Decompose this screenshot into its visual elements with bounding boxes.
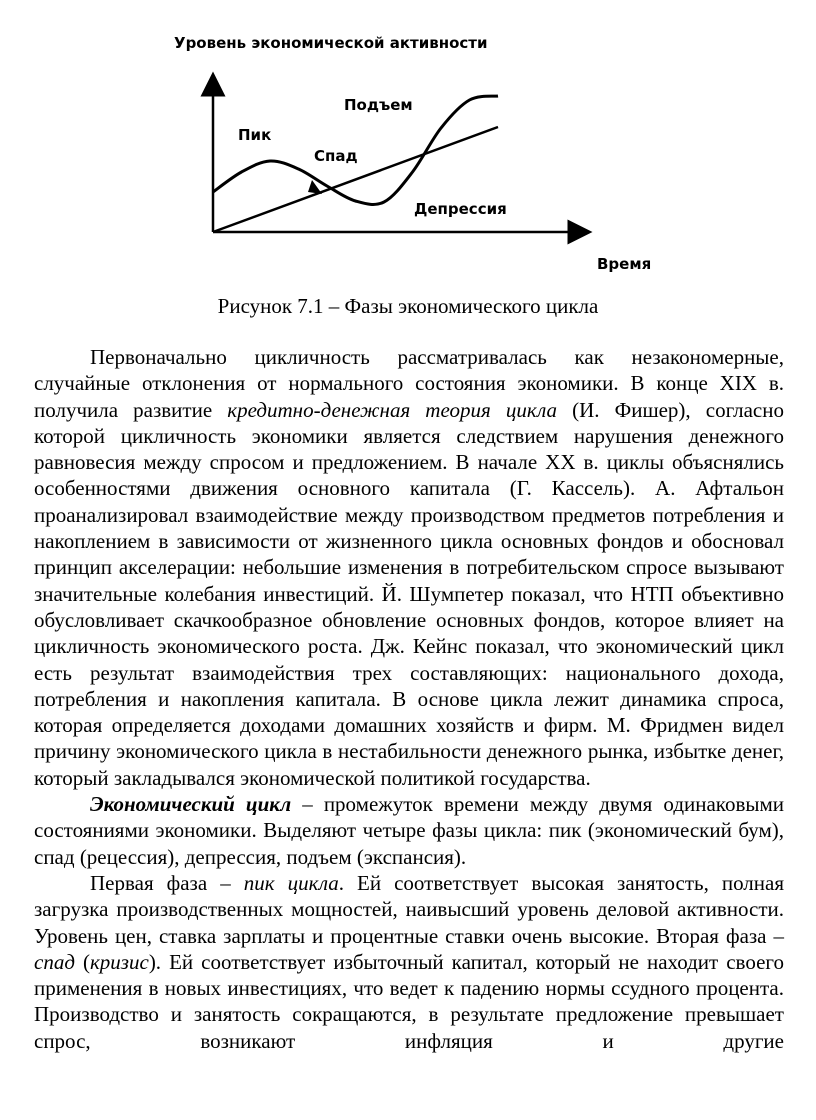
label-podem: Подъем <box>344 96 413 114</box>
paragraph-1: Первоначально цикличность рассматривалась как незакономерные, случайные отклонения от нормального состояния экономики. В конце XIX в. получила развитие кредитно-денежная теория цикла (И. Фишер), согласно которой цикличность экономики является следствием нарушения денежного равновесия между спросом и предложением. В начале XX в. циклы объяснялись особенностями движения основного капитала (Г. Кассель). А. Афтальон проанализировал взаимодействие между производством предметов потребления и накоплением в зависимости от жизненного цикла основных фондов и обосновал принцип акселерации: небольшие изменения в потребительском спросе вызывают значительные колебания инвестиций. Й. Шумпетер показал, что НТП объективно обусловливает скачкообразное обновление основных фондов, которое влияет на цикличность экономического роста. Дж. Кейнс показал, что экономический цикл есть результат взаимодействия трех составляющих: национального дохода, потребления и накопления капитала. В основе цикла лежит динамика спроса, которая определяется доходами домашних хозяйств и фирм. М. Фридмен видел причину экономического цикла в нестабильности денежного рынка, избытке денег, который закладывался экономической политикой государства. <box>34 345 784 790</box>
label-depressiya: Депрессия <box>414 200 507 218</box>
paragraph-2: Экономический цикл – промежуток времени между двумя одинаковыми состояниями экономики. Выделяют четыре фазы цикла: пик (экономический бум), спад (рецессия), депрессия, подъем (экспансия). <box>34 792 784 869</box>
economic-cycle-chart <box>0 0 816 290</box>
x-axis-label: Время <box>597 255 652 273</box>
body-text <box>34 344 784 1054</box>
label-spad: Спад <box>314 147 358 165</box>
chart-title: Уровень экономической активности <box>174 34 488 52</box>
label-pik: Пик <box>238 126 272 144</box>
figure-caption: Рисунок 7.1 – Фазы экономического цикла <box>217 294 599 318</box>
paragraph-3: Первая фаза – пик цикла. Ей соответствует высокая занятость, полная загрузка производственных мощностей, наивысший уровень деловой активности. Уровень цен, ставка зарплаты и процентные ставки очень высокие. Вторая фаза – спад (кризис). Ей соответствует избыточный капитал, который не находит своего применения в новых инвестициях, что ведет к падению нормы ссудного процента. Производство и занятость сокращаются, в результате предложение превышает спрос, возникают инфляция и другие <box>34 870 785 1053</box>
